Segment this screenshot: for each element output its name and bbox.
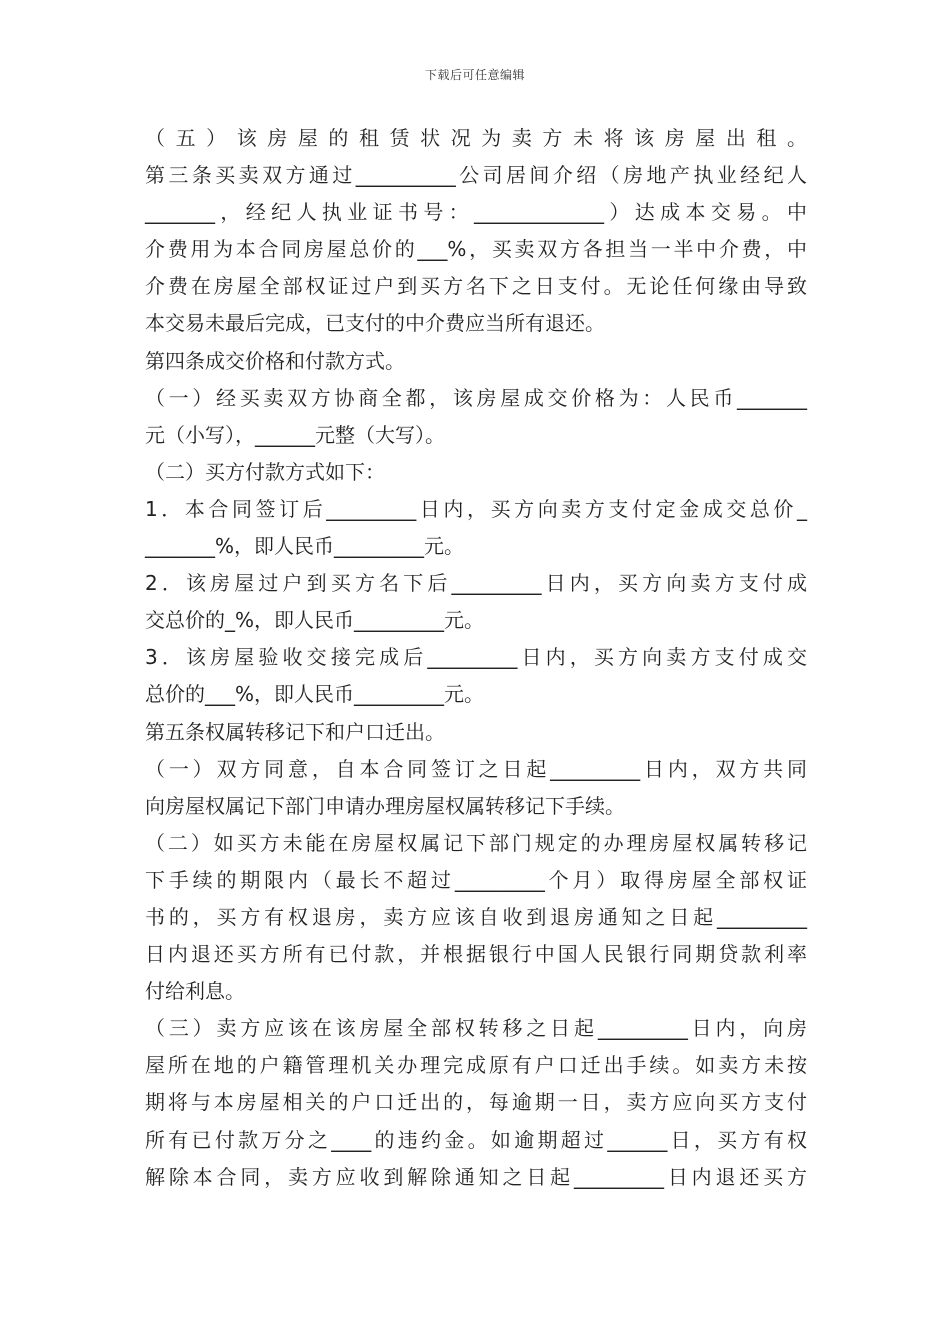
document-body [145,120,807,1196]
header-note: 下载后可任意编辑 [424,68,525,82]
text-line: _______%，即人民币_________元。 [145,534,465,559]
text-line: （二）买方付款方式如下： [145,459,385,484]
text-line: （五）该房屋的租赁状况为卖方未将该房屋出租。 [145,126,807,150]
text-line: 向房屋权属记下部门申请办理房屋权属转移记下手续。 [145,793,625,818]
text-line: （一）双方同意，自本合同签订之日起_________日内，双方共同 [145,756,807,781]
text-line: 书的，买方有权退房，卖方应该自收到退房通知之日起_________ [145,904,807,929]
section-heading: 第五条权属转移记下和户口迁出。 [145,719,445,744]
text-line: 1．本合同签订后_________日内，买方向卖方支付定金成交总价_ [145,496,807,521]
text-line: 本交易未最后完成，已支付的中介费应当所有退还。 [145,311,605,336]
text-line: （二）如买方未能在房屋权属记下部门规定的办理房屋权属转移记 [145,830,807,855]
text-line: 介费在房屋全部权证过户到买方名下之日支付。无论任何缘由导致 [145,274,807,299]
section-heading: 第四条成交价格和付款方式。 [145,348,405,373]
text-line: 所有已付款万分之____的违约金。如逾期超过______日，买方有权 [145,1127,807,1152]
text-line: _______，经纪人执业证书号：_____________）达成本交易。中 [145,200,807,225]
text-line: 第三条买卖双方通过__________公司居间介绍（房地产执业经纪人 [145,163,807,188]
text-line: 元（小写），______元整（大写）。 [145,422,445,447]
text-line: 介费用为本合同房屋总价的___%，买卖双方各担当一半中介费，中 [145,237,807,262]
text-line: 2．该房屋过户到买方名下后_________日内，买方向卖方支付成 [145,571,807,596]
text-line: 期将与本房屋相关的户口迁出的，每逾期一日，卖方应向买方支付 [145,1090,807,1115]
text-line: （三）卖方应该在该房屋全部权转移之日起_________日内，向房 [145,1016,807,1041]
text-line: 解除本合同，卖方应收到解除通知之日起_________日内退还买方 [145,1164,807,1189]
text-line: 日内退还买方所有已付款，并根据银行中国人民银行同期贷款利率 [145,942,807,967]
text-line: （一）经买卖双方协商全都，该房屋成交价格为：人民币_______ [145,385,807,410]
text-line: 交总价的_%，即人民币_________元。 [145,608,485,633]
text-line: 屋所在地的户籍管理机关办理完成原有户口迁出手续。如卖方未按 [145,1053,807,1078]
text-line: 3．该房屋验收交接完成后_________日内，买方向卖方支付成交 [145,645,807,670]
text-line: 总价的___%，即人民币_________元。 [145,682,485,707]
text-line: 下手续的期限内（最长不超过_________个月）取得房屋全部权证 [145,867,807,892]
text-line: 付给利息。 [145,979,245,1004]
